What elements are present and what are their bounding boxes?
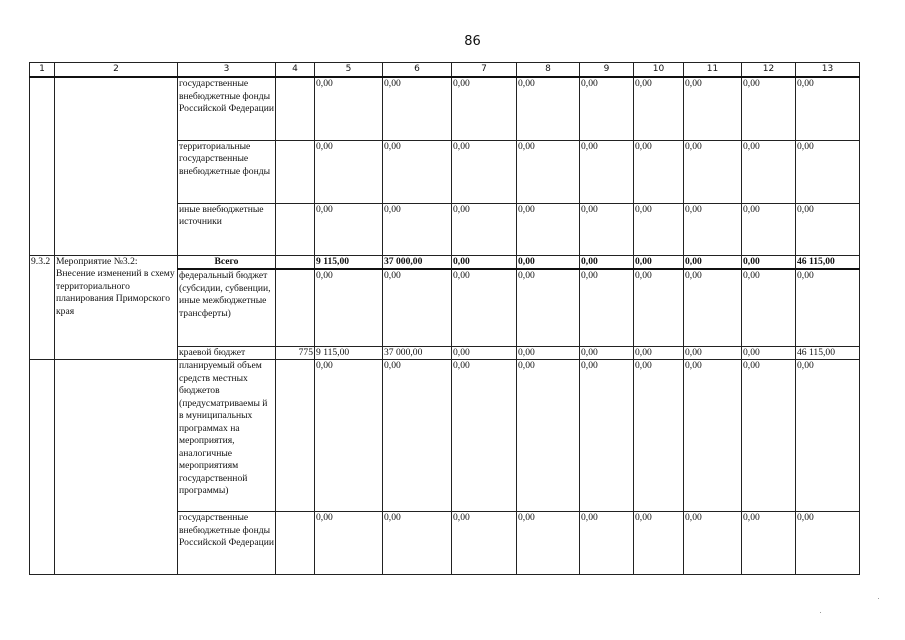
- value-cell: 0,00: [517, 360, 580, 512]
- value-cell: 0,00: [452, 346, 517, 360]
- measure-code: 9.3.2: [30, 255, 55, 360]
- value-cell: 0,00: [517, 512, 580, 575]
- gr-code-cell: [276, 360, 315, 512]
- header-cell: 3: [178, 63, 276, 78]
- table-row: [30, 360, 860, 512]
- source-cell: государственные внебюджетные фонды Российской Федерации: [178, 512, 276, 575]
- value-cell: 0,00: [315, 77, 383, 140]
- scan-speck: [820, 612, 821, 613]
- value-cell: 0,00: [452, 512, 517, 575]
- value-cell: 0,00: [315, 269, 383, 346]
- value-cell: 0,00: [634, 77, 684, 140]
- measure-name: Мероприятие №3.2: Внесение изменений в схему территориального планирования Приморского края: [55, 255, 178, 360]
- value-cell: 37 000,00: [383, 255, 452, 269]
- measure-cell: [55, 77, 178, 255]
- value-cell: 0,00: [684, 512, 742, 575]
- value-cell: 0,00: [517, 77, 580, 140]
- value-cell: 0,00: [452, 203, 517, 255]
- value-cell: 0,00: [517, 140, 580, 203]
- measure-cell: [55, 360, 178, 575]
- value-cell: 0,00: [383, 140, 452, 203]
- value-cell: 37 000,00: [383, 346, 452, 360]
- code-cell: [30, 77, 55, 255]
- value-cell: 0,00: [517, 269, 580, 346]
- gr-code-cell: [276, 269, 315, 346]
- value-cell: 0,00: [580, 203, 634, 255]
- value-cell: 0,00: [684, 360, 742, 512]
- scan-speck: [878, 598, 879, 599]
- header-cell: 2: [55, 63, 178, 78]
- value-cell: 0,00: [580, 140, 634, 203]
- value-cell: 0,00: [315, 360, 383, 512]
- header-row: [30, 63, 860, 78]
- value-cell: 0,00: [580, 512, 634, 575]
- value-cell: 0,00: [452, 269, 517, 346]
- value-cell: 9 115,00: [315, 255, 383, 269]
- value-cell: 0,00: [684, 140, 742, 203]
- gr-code-cell: [276, 255, 315, 269]
- value-cell: 0,00: [517, 203, 580, 255]
- total-row: [30, 255, 860, 269]
- header-cell: 8: [517, 63, 580, 78]
- source-cell: краевой бюджет: [178, 346, 276, 360]
- value-cell: 0,00: [580, 269, 634, 346]
- page-number: 86: [464, 34, 481, 49]
- value-cell: 0,00: [383, 77, 452, 140]
- value-cell: 0,00: [452, 77, 517, 140]
- value-cell: 0,00: [580, 77, 634, 140]
- value-cell: 0,00: [315, 203, 383, 255]
- value-cell: 0,00: [742, 77, 796, 140]
- header-cell: 12: [742, 63, 796, 78]
- value-cell: 0,00: [742, 203, 796, 255]
- value-cell: 0,00: [684, 255, 742, 269]
- value-cell: 46 115,00: [796, 255, 860, 269]
- gr-code-cell: [276, 512, 315, 575]
- gr-code-cell: 775: [276, 346, 315, 360]
- header-cell: 13: [796, 63, 860, 78]
- value-cell: 0,00: [634, 269, 684, 346]
- value-cell: 0,00: [634, 140, 684, 203]
- value-cell: 0,00: [580, 360, 634, 512]
- value-cell: 0,00: [580, 255, 634, 269]
- header-cell: 1: [30, 63, 55, 78]
- value-cell: 0,00: [742, 269, 796, 346]
- header-cell: 6: [383, 63, 452, 78]
- table-row: [30, 77, 860, 140]
- source-cell: планируемый объем средств местных бюджетов (предусматриваемы й в муниципальных программах на мероприятия, аналогичные мероприятиям государственной программы): [178, 360, 276, 512]
- header-cell: 9: [580, 63, 634, 78]
- value-cell: 0,00: [742, 140, 796, 203]
- gr-code-cell: [276, 77, 315, 140]
- value-cell: 0,00: [452, 360, 517, 512]
- value-cell: 0,00: [684, 346, 742, 360]
- value-cell: 0,00: [796, 203, 860, 255]
- value-cell: 0,00: [634, 255, 684, 269]
- value-cell: 0,00: [796, 360, 860, 512]
- value-cell: 0,00: [580, 346, 634, 360]
- source-cell: федеральный бюджет (субсидии, субвенции, иные межбюджетные трансферты): [178, 269, 276, 346]
- source-cell: территориальные государственные внебюджетные фонды: [178, 140, 276, 203]
- header-cell: 10: [634, 63, 684, 78]
- value-cell: 0,00: [315, 512, 383, 575]
- source-cell: иные внебюджетные источники: [178, 203, 276, 255]
- value-cell: 0,00: [383, 512, 452, 575]
- value-cell: 0,00: [742, 360, 796, 512]
- value-cell: 0,00: [383, 360, 452, 512]
- value-cell: 0,00: [634, 346, 684, 360]
- value-cell: 0,00: [452, 255, 517, 269]
- value-cell: 0,00: [517, 255, 580, 269]
- value-cell: 0,00: [634, 203, 684, 255]
- code-cell: [30, 360, 55, 575]
- value-cell: 0,00: [742, 255, 796, 269]
- value-cell: 0,00: [383, 203, 452, 255]
- header-cell: 11: [684, 63, 742, 78]
- value-cell: 0,00: [796, 269, 860, 346]
- value-cell: 9 115,00: [315, 346, 383, 360]
- value-cell: 0,00: [742, 512, 796, 575]
- value-cell: 0,00: [452, 140, 517, 203]
- header-cell: 5: [315, 63, 383, 78]
- budget-table: [29, 62, 860, 575]
- value-cell: 0,00: [796, 512, 860, 575]
- value-cell: 46 115,00: [796, 346, 860, 360]
- value-cell: 0,00: [684, 203, 742, 255]
- value-cell: 0,00: [634, 512, 684, 575]
- gr-code-cell: [276, 140, 315, 203]
- value-cell: 0,00: [383, 269, 452, 346]
- value-cell: 0,00: [796, 140, 860, 203]
- gr-code-cell: [276, 203, 315, 255]
- total-label: Всего: [178, 255, 276, 269]
- value-cell: 0,00: [315, 140, 383, 203]
- source-cell: государственные внебюджетные фонды Российской Федерации: [178, 77, 276, 140]
- value-cell: 0,00: [796, 77, 860, 140]
- header-cell: 4: [276, 63, 315, 78]
- value-cell: 0,00: [684, 77, 742, 140]
- value-cell: 0,00: [634, 360, 684, 512]
- value-cell: 0,00: [742, 346, 796, 360]
- value-cell: 0,00: [517, 346, 580, 360]
- value-cell: 0,00: [684, 269, 742, 346]
- header-cell: 7: [452, 63, 517, 78]
